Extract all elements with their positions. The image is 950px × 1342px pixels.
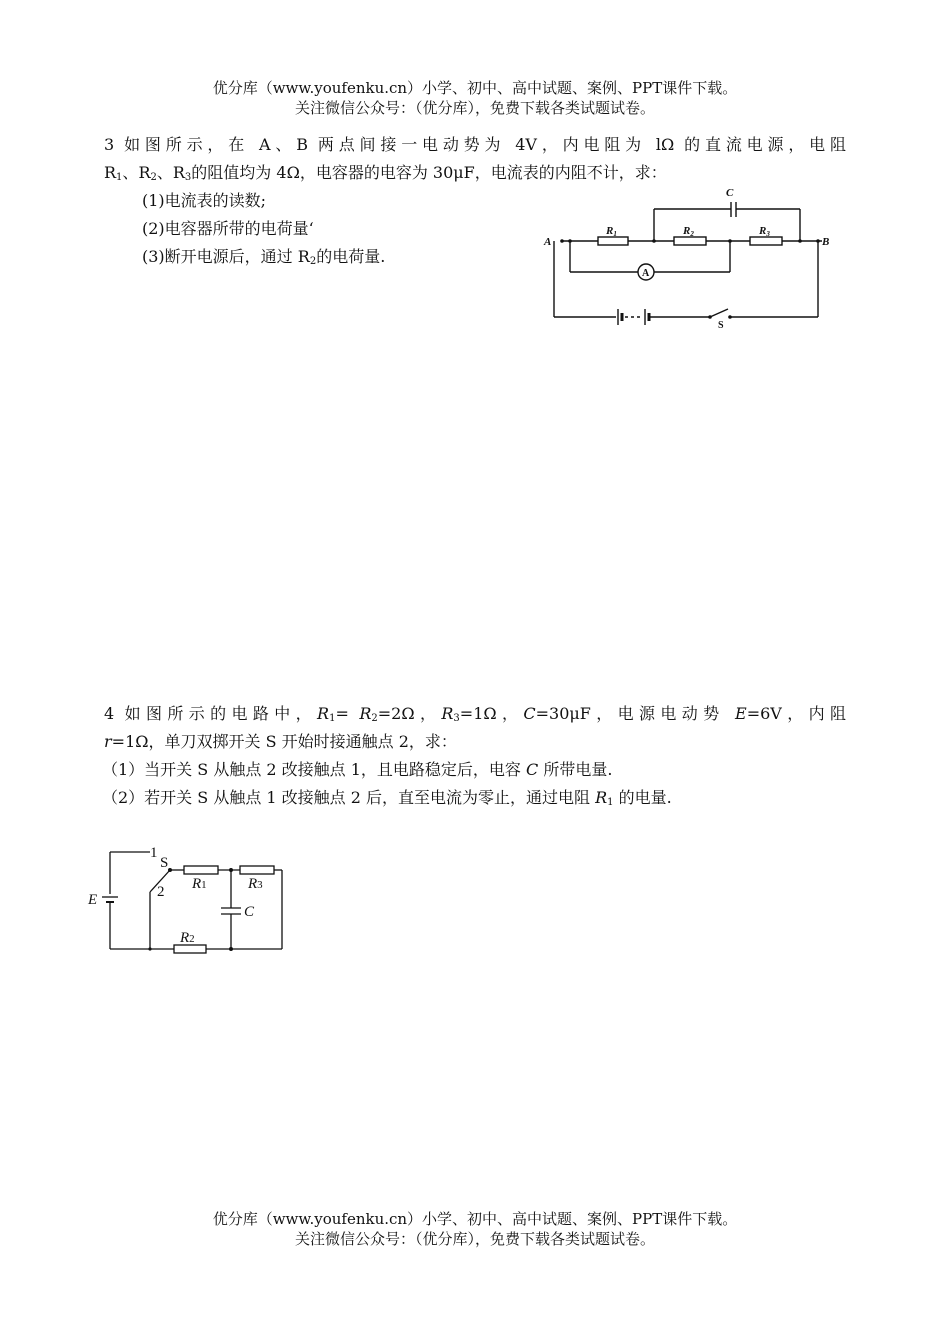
q3-resistor-r1 [598,237,628,245]
header-line-2: 关注微信公众号：（优分库），免费下载各类试题试卷。 [294,99,655,117]
q3-label-b: B [822,236,830,248]
header-line-1: 优分库（www.youfenku.cn）小学、初中、高中试题、案例、PPT课件下载。 [212,79,738,97]
q3-label-r1: R1 [606,225,617,238]
q3-item-2: (2)电容器所带的电荷量‘ [142,219,314,238]
q3-line-2: $R_1$、$R_2$、$R_3$的阻值均为 4Ω，电容器的电容为 30μF，电流表的内阻不计，求： [104,163,667,183]
footer-line-1: 优分库（www.youfenku.cn）小学、初中、高中试题、案例、PPT课件下载。 [212,1210,738,1228]
q4-label-1: 1 [150,845,158,861]
q3-label-s: S [718,320,724,331]
q4-label-r3: R3 [248,876,263,892]
q4-resistor-r2 [174,945,206,953]
q3-switch [710,309,728,317]
q3-circuit-diagram [540,182,840,342]
q4-item-2: （2）若开关 S 从触点 1 改接触点 2 后，直至电流为零止，通过电阻 $R_1$ 的电量. [102,788,672,808]
q4-line-1: 4 如图所示的电路中，$R_1= R_2=2\Omega$，$R_3=1\Omega$，C=30μF，电源电动势 E=6V，内阻 [104,704,846,724]
q4-item-1: （1）当开关 S 从触点 2 改接触点 1，且电路稳定后，电容 C 所带电量. [102,760,613,779]
q4-circuit-diagram [84,838,294,960]
q3-label-a: A [544,236,552,248]
q3-label-c: C [726,187,734,199]
page-footer [0,1209,950,1249]
q3-item-3: (3)断开电源后，通过 $R_2$的电荷量. [142,247,386,267]
q3-resistor-r3 [750,237,782,245]
question-3 [104,131,846,187]
q4-label-s: S [160,855,169,871]
q4-label-e: E [88,892,98,908]
q3-label-r2: R2 [683,225,694,238]
q3-line-1: 3 如图所示，在 A、B 两点间接一电动势为 4V，内电阻为 lΩ 的直流电源，电阻 [104,135,846,154]
q3-label-r3: R3 [759,225,770,238]
q3-items [142,187,502,271]
q4-label-c: C [244,904,255,920]
footer-line-2: 关注微信公众号：（优分库），免费下载各类试题试卷。 [294,1230,655,1248]
page-header [0,78,950,118]
q4-resistor-r3 [240,866,274,874]
q4-resistor-r1 [184,866,218,874]
q4-label-r2: R2 [180,930,195,946]
q4-label-r1: R1 [192,876,207,892]
q3-resistor-r2 [674,237,706,245]
q4-line-2: r=1Ω，单刀双掷开关 S 开始时接通触点 2，求： [104,732,457,751]
q3-ammeter-label: A [642,268,650,279]
q3-item-1: (1)电流表的读数; [142,191,267,210]
q4-label-2: 2 [157,884,165,900]
question-4 [104,700,846,812]
